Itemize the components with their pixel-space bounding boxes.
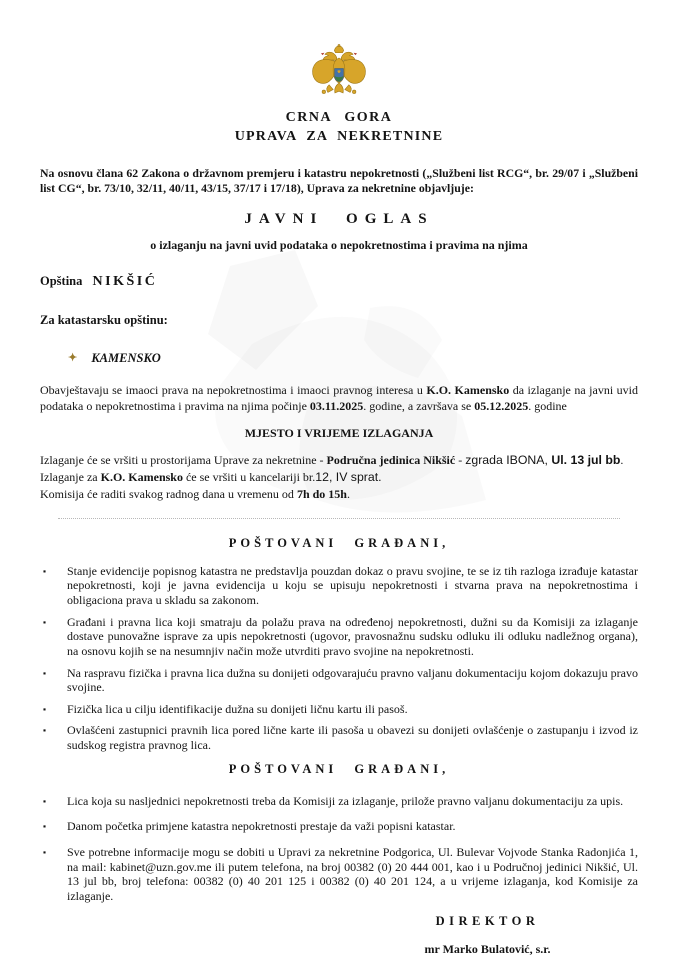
text-segment: 03.11.2025 bbox=[309, 399, 364, 414]
text-segment: Područna jedinica Nikšić bbox=[326, 452, 456, 467]
notice-paragraph bbox=[40, 383, 638, 414]
cadastral-municipality-name: KAMENSKO bbox=[91, 351, 161, 366]
list-item-text: Na raspravu fizička i pravna lica dužna su donijeti odgovarajuću pravno valjanu dokumentaciju kojom dokazuju pravo svojine. bbox=[67, 665, 638, 695]
dotted-divider bbox=[58, 518, 620, 519]
venue-details bbox=[40, 452, 638, 503]
montenegro-coat-of-arms-icon bbox=[309, 44, 369, 100]
square-bullet-icon: ▪ bbox=[43, 846, 47, 857]
text-segment: će se vršiti u kancelariji br. bbox=[182, 469, 316, 484]
text-segment: K.O. Kamensko bbox=[100, 469, 183, 484]
text-segment: 12, IV sprat. bbox=[315, 469, 382, 484]
list-item-text: Ovlašćeni zastupnici pravnih lica pored lične karte ili pasoša u obavezi su donijeti ovlašćenje o zastupanju i izvod iz sudskog registra pravnog lica. bbox=[67, 723, 638, 753]
text-segment: . godine bbox=[528, 399, 567, 414]
list-item bbox=[40, 819, 638, 834]
text-segment: Komisija će raditi svakog radnog dana u vremenu od bbox=[40, 487, 297, 502]
square-bullet-icon: ▪ bbox=[43, 565, 47, 576]
cadastral-heading: Za katastarsku opštinu: bbox=[40, 313, 168, 328]
list-item-text: Sve potrebne informacije mogu se dobiti u Upravi za nekretnine Podgorica, Ul. Bulevar Vojvode Stanka Radonjića 1, na mail: kabinet@uzn.gov.me ili putem telefona, na broj 00382 (0) 20 444 001, kao i u Područnoj jedinici Nikšić, Ul. 13 jul bb, broj telefona: 00382 (0) 40 201 125 i 00382 (0) 40 201 124, a u vrijeme izlaganja, kod Komisije za izlaganje. bbox=[67, 844, 638, 903]
venue-line-office bbox=[40, 469, 638, 486]
greeting-heading-1: POŠTOVANI GRAĐANI, bbox=[228, 535, 450, 550]
text-segment: Obavještavaju se imaoci prava na nepokretnostima i imaoci pravnog interesa u bbox=[40, 383, 427, 398]
org-country: CRNA GORA bbox=[285, 110, 393, 125]
list-item bbox=[40, 702, 638, 717]
list-item bbox=[40, 666, 638, 695]
list-item-text: Lica koja su nasljednici nepokretnosti treba da Komisiji za izlaganje, prilože pravno valjanu dokumentaciju za upis. bbox=[67, 793, 624, 808]
list-item bbox=[40, 723, 638, 752]
municipality-line bbox=[40, 274, 638, 290]
text-segment: . bbox=[346, 487, 350, 502]
text-segment: zgrada IBONA, bbox=[465, 452, 552, 467]
venue-line-location bbox=[40, 452, 638, 469]
venue-heading: MJESTO I VRIJEME IZLAGANJA bbox=[244, 425, 434, 440]
list-item bbox=[40, 845, 638, 904]
legal-basis-paragraph: Na osnovu člana 62 Zakona o državnom premjeru i katastru nepokretnosti („Službeni list RCG“, br. 29/07 i „Službeni list CG“, br. 73/10, 32/11, 40/11, 43/15, 37/17 i 17/18), Uprava za nekretnine objavljuje: bbox=[40, 166, 638, 195]
cadastral-item bbox=[68, 351, 638, 366]
diamond-bullet-icon: ✦ bbox=[68, 352, 78, 365]
square-bullet-icon: ▪ bbox=[43, 725, 47, 736]
square-bullet-icon: ▪ bbox=[43, 667, 47, 678]
signature-block bbox=[380, 914, 595, 957]
square-bullet-icon: ▪ bbox=[43, 821, 47, 832]
info-bullet-list-2 bbox=[40, 794, 638, 904]
eagle-tongue-right bbox=[354, 53, 358, 55]
signature-name: mr Marko Bulatović, s.r. bbox=[424, 942, 551, 957]
list-item bbox=[40, 794, 638, 809]
text-segment: - bbox=[455, 452, 466, 467]
square-bullet-icon: ▪ bbox=[43, 795, 47, 806]
text-segment: Ul. 13 jul bb bbox=[551, 452, 621, 467]
list-item-text: Fizička lica u cilju identifikacije dužna su donijeti ličnu kartu ili pasoš. bbox=[67, 701, 408, 716]
square-bullet-icon: ▪ bbox=[43, 616, 47, 627]
list-item-text: Građani i pravna lica koji smatraju da polažu prava na određenoj nepokretnosti, dužni su da Komisiji za izlaganje dostave punovažne isprave za upis nepokretnosti (ugovor, pravosnažnu sudsku odluku ili odluku nadležnog organa), na osnovu kojih se na nesumnjiv način može utvrditi pravo svojine na nepokretnosti. bbox=[67, 614, 638, 658]
square-bullet-icon: ▪ bbox=[43, 703, 47, 714]
text-segment: . godine, a završava se bbox=[363, 399, 475, 414]
text-segment: 7h do 15h bbox=[296, 487, 347, 502]
eagle-tongue-left bbox=[321, 53, 325, 55]
org-agency-title: UPRAVA ZA NEKRETNINE bbox=[234, 129, 444, 144]
text-segment: Izlaganje će se vršiti u prostorijama Uprave za nekretnine - bbox=[40, 452, 327, 467]
signature-role: DIREKTOR bbox=[435, 914, 540, 929]
municipality-label: Opština bbox=[40, 274, 83, 289]
document-title: JAVNI OGLAS bbox=[244, 211, 434, 228]
text-segment: . bbox=[620, 452, 624, 467]
list-item-text: Danom početka primjene katastra nepokretnosti prestaje da važi popisni katastar. bbox=[67, 819, 456, 834]
document-subtitle: o izlaganju na javni uvid podataka o nepokretnostima i pravima na njima bbox=[150, 238, 528, 253]
list-item-text: Stanje evidencije popisnog katastra ne predstavlja pouzdan dokaz o pravu svojine, te se iz tih razloga izrađuje katastar nepokretnosti, koji je javna evidencija u koju se upisuju nepokretnosti i stvarna prava na nepokretnostima i obligaciona prava u skladu sa zakonom. bbox=[67, 563, 638, 608]
text-segment: da izlaganje na javni uvid podataka o nepokretnostima i pravima na njima počinje bbox=[40, 383, 639, 414]
info-bullet-list-1 bbox=[40, 564, 638, 753]
municipality-name: NIKŠIĆ bbox=[92, 274, 158, 290]
list-item bbox=[40, 615, 638, 659]
text-segment: K.O. Kamensko bbox=[426, 383, 510, 398]
crest-shield bbox=[335, 69, 344, 82]
greeting-heading-2: POŠTOVANI GRAĐANI, bbox=[228, 761, 450, 776]
text-segment: 05.12.2025 bbox=[474, 399, 529, 414]
text-segment: Izlaganje za bbox=[40, 469, 101, 484]
list-item bbox=[40, 564, 638, 608]
venue-line-hours bbox=[40, 486, 638, 503]
